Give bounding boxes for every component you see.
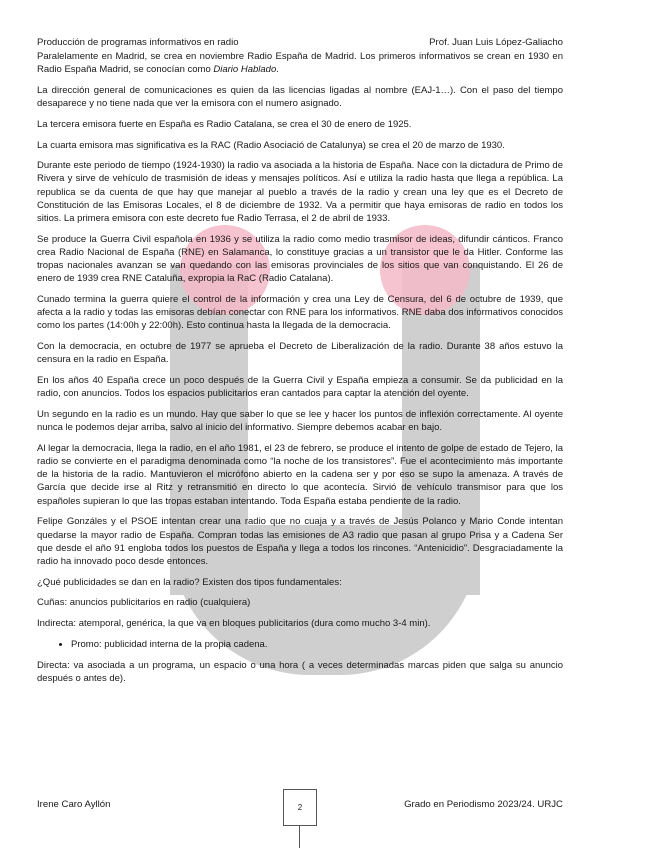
paragraph: ¿Qué publicidades se dan en la radio? Existen dos tipos fundamentales: bbox=[37, 576, 342, 588]
paragraph: Cuñas: anuncios publicitarios en radio (cualquiera) bbox=[37, 597, 251, 609]
paragraph: Un segundo en la radio es un mundo. Hay que saber lo que se lee y hacer los puntos de inflexión correctamente. Al oyente nunca le podemos dejar arriba, salvo al inicio del informativo. Siempre debemos acabar en bajo. bbox=[37, 408, 563, 434]
bullet-list bbox=[37, 638, 563, 651]
paragraph: La tercera emisora fuerte en España es Radio Catalana, se crea el 30 de enero de 1925. bbox=[37, 118, 412, 130]
paragraph: Durante este periodo de tiempo (1924-1930) la radio va asociada a la historia de España. Nace con la dictadura de Primo de Rivera y sirve de vehículo de trasmisión de ideas y mensajes políticos. Así e utiliza la radio hasta que llega a república. La republica se da cuenta de que hay que manejar al pueblo a través de la radio y crean una ley que es el Decreto de Constitución de las Emisoras Locales, el 8 de diciembre de 1932. Va a permitir que haya emisoras de radio en todos los sitios. La primera emisora con este decreto fue Radio Terrasa, el 2 de abril de 1933. bbox=[37, 160, 563, 225]
header-professor: Prof. Juan Luis López-Galiacho bbox=[429, 37, 563, 48]
paragraph: Cunado termina la guerra quiere el control de la información y crea una Ley de Censura, del 6 de octubre de 1939, que afecta a la radio y todas las emisoras debían conectar con RNE para los informativos. RNE daba dos informativos conocidos como los partes (14:00h y 22:00h). Esto continua hasta la llegada de la democracia. bbox=[37, 294, 563, 332]
paragraph: La dirección general de comunicaciones es quien da las licencias ligadas al nombre (EAJ-1…). Con el paso del tiempo desaparece y no tiene nada que ver la emisora con el numero asignado. bbox=[37, 84, 563, 110]
page-number: 2 bbox=[297, 803, 303, 812]
page-number-line bbox=[299, 825, 300, 848]
footer-degree: Grado en Periodismo 2023/24. URJC bbox=[404, 799, 563, 810]
document-body bbox=[37, 50, 563, 692]
page-header bbox=[37, 37, 563, 51]
header-course-title: Producción de programas informativos en radio bbox=[37, 37, 239, 48]
footer-author: Irene Caro Ayllón bbox=[37, 799, 111, 810]
paragraph: Con la democracia, en octubre de 1977 se aprueba el Decreto de Liberalización de la radio. Durante 38 años estuvo la censura en la radio en España. bbox=[37, 341, 563, 366]
paragraph: Indirecta: atemporal, genérica, la que va en bloques publicitarios (dura como mucho 3-4 min). bbox=[37, 618, 431, 630]
paragraph: Directa: va asociada a un programa, un espacio o una hora ( a veces determinadas marcas piden que salga su anuncio después o antes de). bbox=[37, 659, 563, 684]
list-item: • Promo: publicidad interna de la propia cadena. bbox=[71, 638, 563, 651]
paragraph: Se produce la Guerra Civil española en 1936 y se utiliza la radio como medio trasmisor de ideas, difundir cánticos. Franco crea Radio Nacional de España (RNE) en Salamanca, lo constituye gracias a un transistor que le da Hitler. Conforme las tropas nacionales avanzan se van quedando con las emisoras provinciales de los sitios que van conquistando. El 26 de enero de 1939 crea RNE Cataluña, expropia la RaC (Radio Catalana). bbox=[37, 233, 563, 285]
paragraph: Al legar la democracia, llega la radio, en el año 1981, el 23 de febrero, se produce el intento de golpe de estado de Tejero, la radio se convierte en el paradigma denominada como “la noche de los transistores”. Fue el acontecimiento más importante de la historia de la radio. Mantuvieron el micrófono abierto en la cadena ser y por eso se supo la amenaza. A través de García que decide irse al Ritz y retransmitió en directo lo que acontecía. Sirvió de vehículo transmisor para que los españoles supieran lo que las tropas estaban intentando. Toda España estaba pendiente de la radio. bbox=[37, 442, 563, 507]
emphasis-text: Diario Hablado bbox=[213, 64, 277, 76]
paragraph: La cuarta emisora mas significativa es la RAC (Radio Asociació de Catalunya) se crea el 20 de marzo de 1930. bbox=[37, 139, 505, 151]
paragraph: En los años 40 España crece un poco después de la Guerra Civil y España empieza a consumir. Se da publicidad en la radio, con anuncios. Todos los espacios publicitarios eran cantados para captar la atención del oyente. bbox=[37, 375, 563, 400]
paragraph: Paralelamente en Madrid, se crea en noviembre Radio España de Madrid. Los primeros informativos se crean en 1930 en Radio España Madrid, se conocían como Diario Hablado. bbox=[37, 51, 563, 76]
paragraph: Felipe Gonzáles y el PSOE intentan crear una radio que no cuaja y a través de Jesús Polanco y Mario Conde intentan quedarse la mayor radio de España. Compran todas las emisiones de A3 radio que pasan al grupo Prisa y a Cadena Ser que desde el año 91 engloba todos los puestos de España y llega a todos los rincones. “Antenicidio”. Desgraciadamente la radio ha innovado poco desde entonces. bbox=[37, 516, 563, 567]
page-number-box bbox=[283, 789, 317, 826]
